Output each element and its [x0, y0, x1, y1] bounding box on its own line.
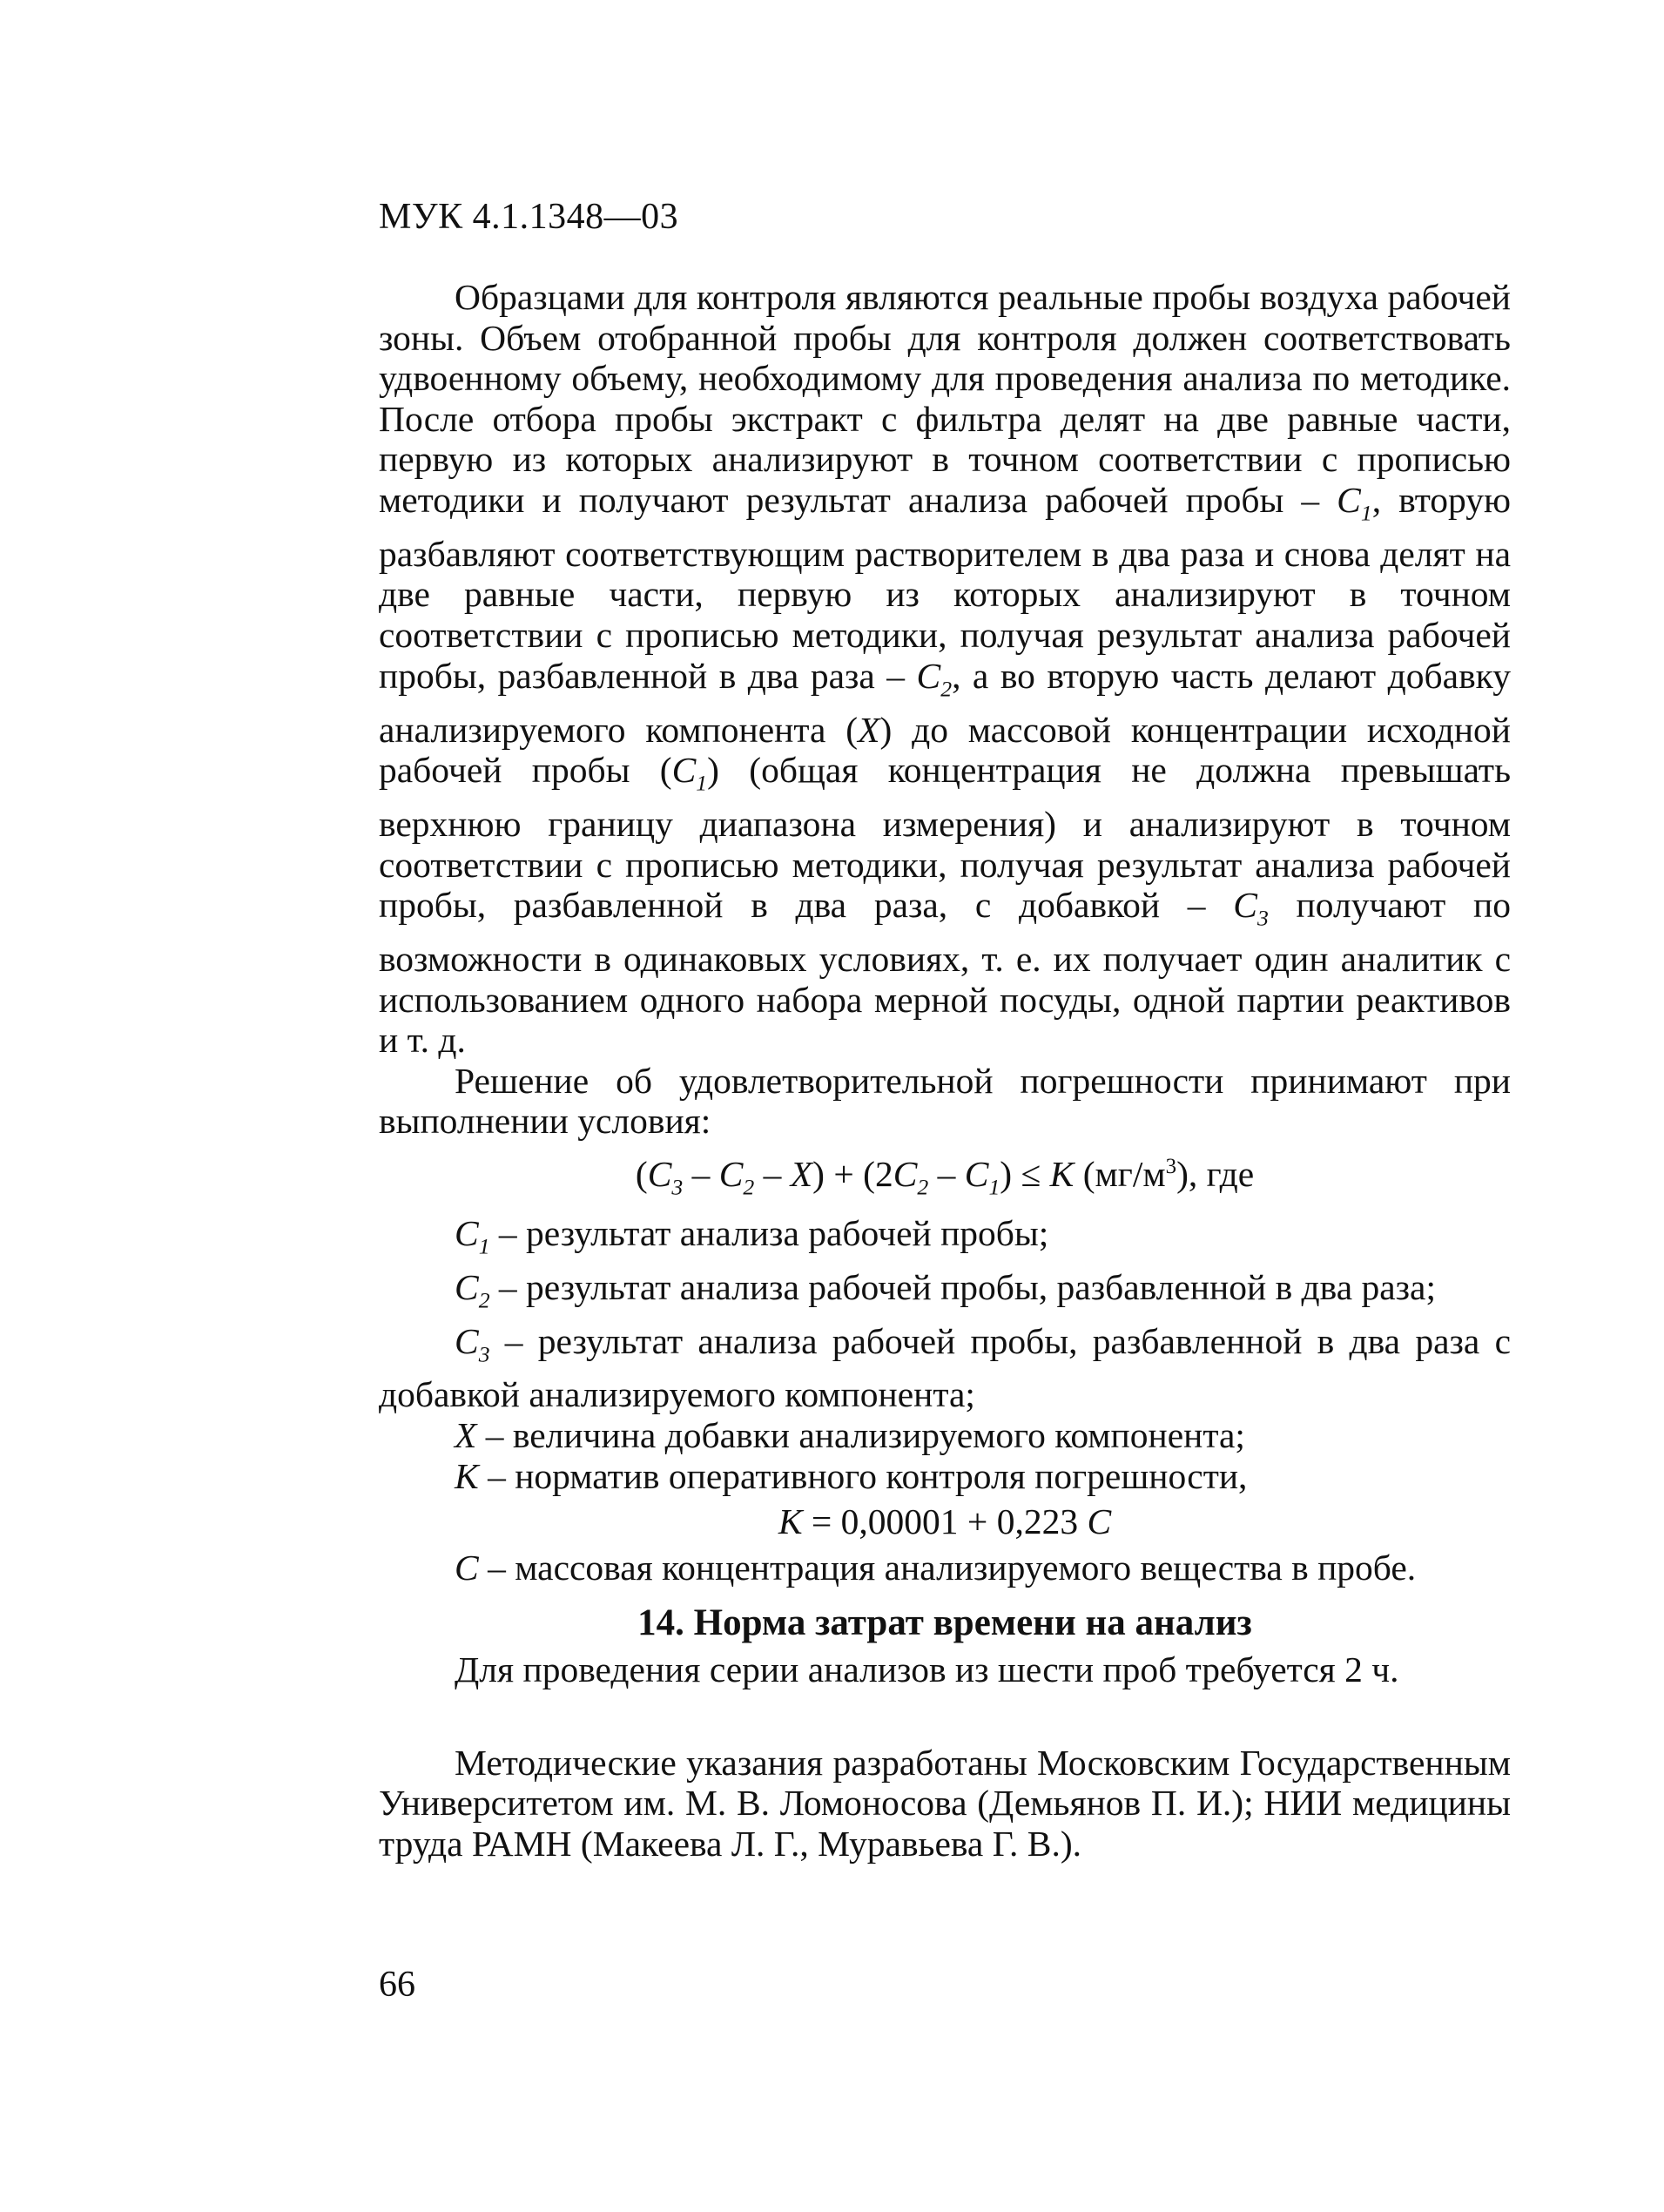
variable-c2: $C_2$ – результат анализа рабочей пробы, разбавленной в два раза;	[455, 1266, 1437, 1312]
document-code: МУК 4.1.1348—03	[379, 197, 679, 237]
variable-x: X – величина добавки анализируемого компонента;	[455, 1415, 1245, 1456]
variable-k: K – норматив оперативного контроля погрешности,	[455, 1455, 1248, 1496]
paragraph-decision: Решение об удовлетворительной погрешности принимают при выполнении условия:	[379, 1060, 1511, 1142]
formula-k: K = 0,00001 + 0,223 C	[778, 1501, 1112, 1542]
formula-condition: $(C_3 - C_2 - X) + (2C_2 - C_1) \le K$ $(мг/м^3)$, где	[635, 1153, 1255, 1200]
variable-c1: $C_1$ – результат анализа рабочей пробы;	[455, 1212, 1049, 1259]
paragraph-control-samples: Образцами для контроля являются реальные пробы воздуха рабочей зоны. Объем отобранной пробы для контроля должен соответствовать удвоенному объему, необходимому для проведения анализа по методике. После отбора пробы экстракт с фильтра делят на две равные части, первую из которых анализируют в точном соответствии с прописью методики и получают результат анализа рабочей пробы – $C_1$, вторую разбавляют соответствующим растворителем в два раза и снова делят на две равные части, первую из которых анализируют в точном соответствии с прописью методики, получая результат анализа рабочей пробы, разбавленной в два раза – $C_2$, а во вторую часть делают добавку анализируемого компонента (X) до массовой концентрации исходной рабочей пробы $(C_1)$ (общая концентрация не должна превышать верхнюю границу диапазона измерения) и анализируют в точном соответствии с прописью методики, получая результат анализа рабочей пробы, разбавленной в два раза, с добавкой – $C_3$ получают по возможности в одинаковых условиях, т. е. их получает один аналитик с использованием одного набора мерной посуды, одной партии реактивов и т. д.	[379, 277, 1512, 1061]
page-number: 66	[379, 1965, 415, 2005]
authors-paragraph: Методические указания разработаны Московским Государственным Университетом им. М. В. Ломоносова (Демьянов П. И.); НИИ медицины труда РАМН (Макеева Л. Г., Муравьева Г. В.).	[379, 1742, 1511, 1864]
section-heading: 14. Норма затрат времени на анализ	[637, 1602, 1252, 1644]
variable-c: C – массовая концентрация анализируемого вещества в пробе.	[455, 1547, 1417, 1588]
page-body	[379, 277, 1511, 1864]
section-text: Для проведения серии анализов из шести проб требуется 2 ч.	[455, 1649, 1399, 1690]
variable-c3: $C_3$ – результат анализа рабочей пробы, разбавленной в два раза с добавкой анализируемого компонента;	[379, 1320, 1511, 1415]
